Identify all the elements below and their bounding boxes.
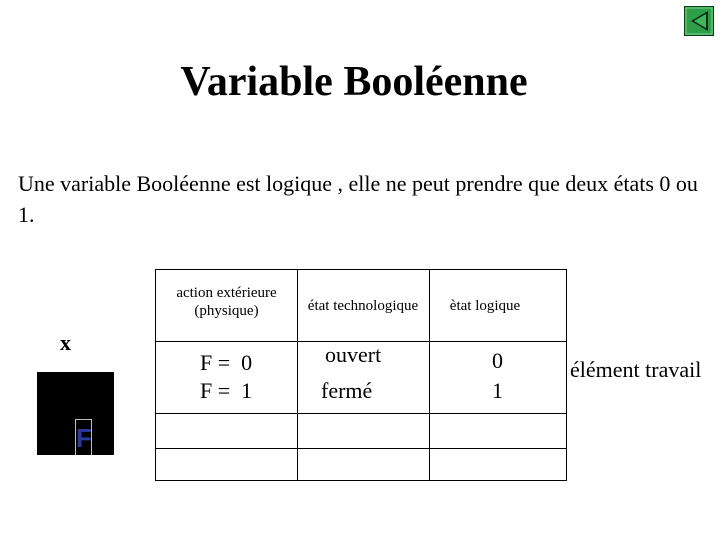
cell-tech-row2: fermé: [321, 378, 373, 403]
previous-slide-button[interactable]: [684, 6, 714, 36]
truth-table: [155, 269, 567, 481]
cell-action-row1: F = 0: [200, 350, 253, 375]
cell-action-row2: F = 1: [200, 378, 253, 403]
slide-title: Variable Booléenne: [180, 59, 528, 105]
header-action: [156, 284, 297, 320]
row-divider: [156, 448, 566, 449]
header-action-line2: (physique): [194, 303, 259, 319]
header-logic: ètat logique: [449, 298, 521, 314]
cell-tech-row1: ouvert: [325, 342, 382, 367]
cell-logic-row1: 0: [492, 348, 503, 373]
variable-name: x: [60, 330, 71, 355]
header-action-line1: action extérieure: [176, 285, 277, 301]
cell-logic-row2: 1: [492, 378, 503, 403]
switch-illustration: [37, 372, 114, 455]
triangle-left-icon: [684, 6, 714, 36]
note-text: élément travail: [570, 357, 702, 382]
row-divider: [156, 413, 566, 414]
intro-text: Une variable Booléenne est logique , elle ne peut prendre que deux états 0 ou 1.: [18, 171, 698, 227]
switch-key[interactable]: F: [75, 419, 92, 455]
header-tech: état technologique: [307, 298, 419, 314]
